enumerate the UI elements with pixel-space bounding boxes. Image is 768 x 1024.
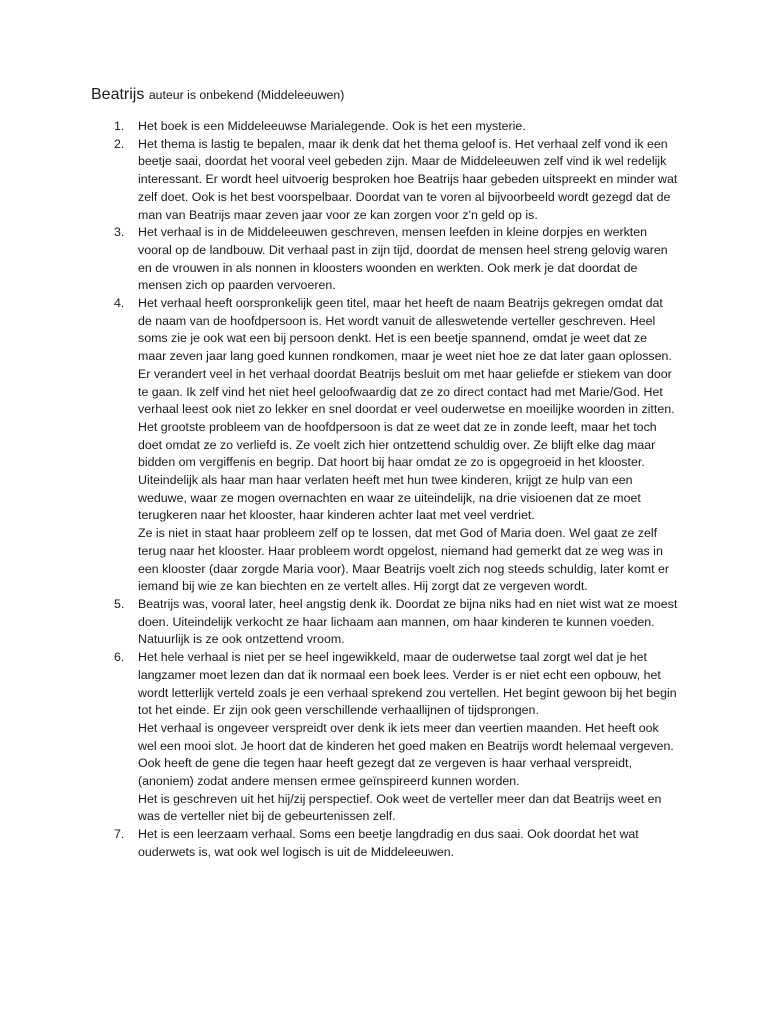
list-item: [0, 224, 678, 295]
list-item-number: 7.: [114, 827, 125, 842]
list-item-paragraph: Het hele verhaal is niet per se heel ingewikkeld, maar de ouderwetse taal zorgt wel dat je het langzamer moet lezen dan dat ik normaal een boek lees. Verder is er niet echt een opbouw, het wordt letterlijk verteld zoals je een verhaal sprekend zou vertellen. Het begint gewoon bij het begin tot het einde. Er zijn ook geen verschillende verhaallijnen of tijdsprongen.: [138, 650, 677, 718]
list-item-paragraph: Het verhaal is in de Middeleeuwen geschreven, mensen leefden in kleine dorpjes en werkten vooral op de landbouw. Dit verhaal past in zijn tijd, doordat de mensen heel streng gelovig waren en de vrouwen in als nonnen in kloosters woonden en werkten. Ook merk je dat doordat de mensen zich op paarden vervoeren.: [138, 225, 668, 293]
list-item: [0, 118, 678, 136]
document-subtitle: auteur is onbekend (Middeleeuwen): [148, 88, 345, 102]
list-item: [0, 136, 678, 225]
list-item-number: 2.: [114, 136, 125, 151]
list-item-paragraph: Het verhaal heeft oorspronkelijk geen titel, maar het heeft de naam Beatrijs gekregen omdat dat de naam van de hoofdpersoon is. Het wordt vanuit de alleswetende verteller geschreven. Heel soms zie je ook wat een bij persoon denkt. Het is een beetje spannend, omdat je weet dat ze maar zeven jaar lang goed kunnen rondkomen, maar je weet niet hoe ze dat later gaan oplossen. Er verandert veel in het verhaal doordat Beatrijs besluit om met haar geliefde er stiekem van door te gaan. Ik zelf vind het niet heel geloofwaardig dat ze zo direct contact had met Marie/God. Het verhaal leest ook niet zo lekker en snel doordat er veel ouderwetse en moeilijke woorden in zitten.: [138, 296, 675, 417]
list-item-paragraph: Het is geschreven uit het hij/zij perspectief. Ook weet de verteller meer dan dat Beatrijs weet en was de verteller niet bij de gebeurtenissen zelf.: [138, 791, 662, 824]
list-item-paragraph: Het verhaal is ongeveer verspreidt over denk ik iets meer dan veertien maanden. Het heeft ook wel een mooi slot. Je hoort dat de kinderen het goed maken en Beatrijs wordt helemaal vergeven. Ook heeft de gene die tegen haar heeft gezegt dat ze vergeven is haar verhaal verspreidt, (anoniem) zodat andere mensen ermee geïnspireerd kunnen worden.: [138, 720, 674, 789]
list-item-number: 3.: [114, 225, 125, 240]
list-item-paragraph: Het thema is lastig te bepalen, maar ik denk dat het thema geloof is. Het verhaal zelf vond ik een beetje saai, doordat het vooral veel gebeden zijn. Maar de Middeleeuwen zelf vind ik wel redelijk interessant. Er wordt heel uitvoerig besproken hoe Beatrijs haar gebeden uitspreekt en minder wat zelf doet. Ook is het best voorspelbaar. Doordat van te voren al bijvoorbeeld wordt gezegd dat de man van Beatrijs maar zeven jaar voor ze kan zorgen voor z'n geld op is.: [138, 136, 678, 222]
list-item: [0, 295, 678, 596]
document-title: Beatrijs: [91, 86, 145, 103]
list-item-paragraph: Het grootste probleem van de hoofdpersoon is dat ze weet dat ze in zonde leeft, maar het toch doet omdat ze zo verliefd is. Ze voelt zich hier ontzettend schuldig over. Ze blijft elke dag maar bidden om vergiffenis en begrip. Dat hoort bij haar omdat ze zo is opgegroeid in het klooster. Uiteindelijk als haar man haar verlaten heeft met hun twee kinderen, krijgt ze hulp van een weduwe, waar ze mogen overnachten en waar ze uiteindelijk, na drie visioenen dat ze moet terugkeren naar het klooster, haar kinderen achter laat met veel verdriet.: [138, 419, 657, 523]
list-item: [0, 596, 678, 649]
list-item: [0, 649, 678, 826]
list-item-paragraph: Beatrijs was, vooral later, heel angstig denk ik. Doordat ze bijna niks had en niet wist wat ze moest doen. Uiteindelijk verkocht ze haar lichaam aan mannen, om haar kinderen te kunnen voeden. Natuurlijk is ze ook ontzettend vroom.: [138, 596, 678, 647]
numbered-list: [0, 118, 768, 862]
list-item-paragraph: Het is een leerzaam verhaal. Soms een beetje langdradig en dus saai. Ook doordat het wat ouderwets is, wat ook wel logisch is uit de Middeleeuwen.: [138, 827, 639, 859]
list-item-number: 1.: [114, 119, 125, 133]
list-item-number: 5.: [114, 596, 125, 611]
list-item-paragraph: Ze is niet in staat haar probleem zelf op te lossen, dat met God of Maria doen. Wel gaat ze zelf terug naar het klooster. Haar probleem wordt opgelost, niemand had gemerkt dat ze weg was in een klooster (daar zorgde Maria voor). Maar Beatrijs voelt zich nog steeds schuldig, later komt er iemand bij wie ze kan biechten en ze vertelt alles. Hij zorgt dat ze vergeven wordt.: [138, 526, 669, 594]
document-heading: [91, 86, 344, 104]
list-item: [0, 826, 678, 861]
list-item-number: 6.: [114, 650, 125, 665]
list-item-number: 4.: [114, 296, 125, 311]
list-item-paragraph: Het boek is een Middeleeuwse Marialegende. Ook is het een mysterie.: [138, 119, 526, 133]
